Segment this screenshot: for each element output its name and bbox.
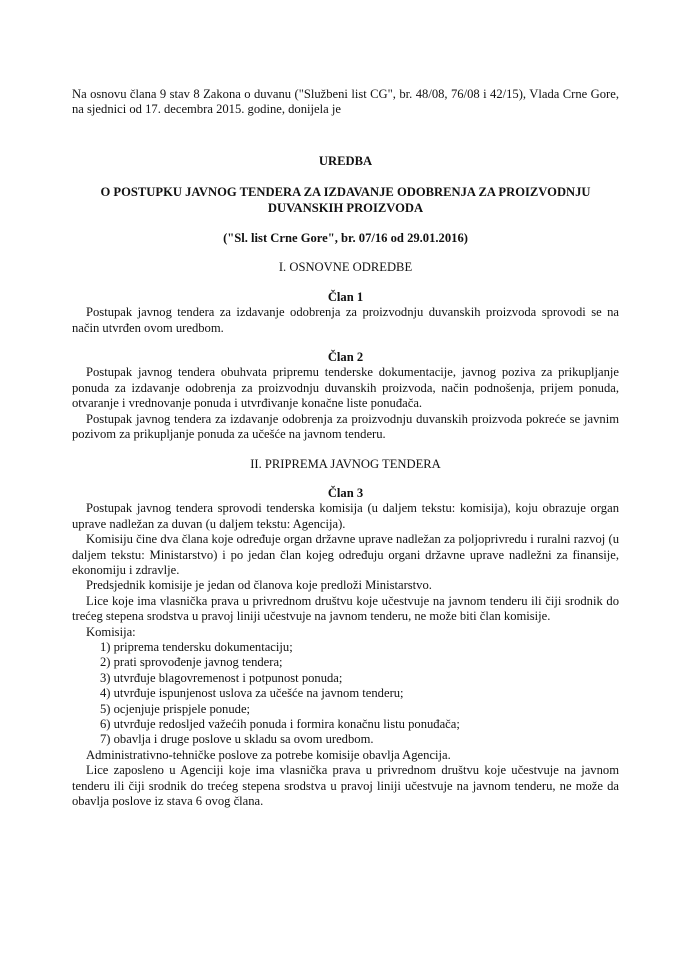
section-heading-2: II. PRIPREMA JAVNOG TENDERA — [250, 456, 441, 471]
article-1-paragraph-1: Postupak javnog tendera za izdavanje odobrenja za proizvodnju duvanskih proizvoda sprovodi se na način utvrđen ovom uredbom. — [72, 305, 619, 335]
list-item: 2) prati sprovođenje javnog tendera; — [100, 655, 283, 670]
list-item: 4) utvrđuje ispunjenost uslova za učešće na javnom tenderu; — [100, 686, 404, 701]
article-3-heading: Član 3 — [327, 485, 364, 500]
article-3-paragraph-6: Administrativno-tehničke poslove za potrebe komisije obavlja Agencija. — [86, 747, 451, 762]
article-3-paragraph-3: Predsjednik komisije je jedan od članova koje predloži Ministarstvo. — [86, 578, 432, 593]
list-item: 5) ocjenjuje prispjele ponude; — [100, 701, 251, 716]
article-3-paragraph-2: Komisiju čine dva člana koje određuje organ državne uprave nadležan za poljoprivredu i ruralni razvoj (u daljem tekstu: Ministarstvo) i po jedan član kojeg određuju organi državne uprave nadležni za finansije, ekonomiju i zdravlje. — [72, 532, 619, 577]
article-1-heading: Član 1 — [327, 289, 364, 304]
preamble: Na osnovu člana 9 stav 8 Zakona o duvanu ("Službeni list CG", br. 48/08, 76/08 i 42/15), Vlada Crne Gore, na sjednici od 17. decembra 2015. godine, donijela je — [72, 87, 619, 117]
article-2-paragraph-2: Postupak javnog tendera za izdavanje odobrenja za proizvodnju duvanskih proizvoda pokreće se javnim pozivom za prikupljanje ponuda za učešće na javnom tenderu. — [72, 411, 619, 442]
article-3-paragraph-7: Lice zaposleno u Agenciji koje ima vlasnička prava u privrednom društvu koje učestvuje na javnom tenderu ili čiji srodnik do trećeg stepena srodstva u pravoj liniji učestvuje na javnom tenderu, ne može da obavlja poslove iz stava 6 ovog člana. — [72, 763, 619, 809]
article-3-paragraph-5: Komisija: — [86, 624, 136, 639]
list-item: 6) utvrđuje redosljed važećih ponuda i formira konačnu listu ponuđača; — [100, 717, 460, 731]
article-3-paragraph-1: Postupak javnog tendera sprovodi tenderska komisija (u daljem tekstu: komisija), koju obrazuje organ uprave nadležan za duvan (u daljem tekstu: Agencija). — [72, 501, 619, 531]
article-2-heading: Član 2 — [327, 350, 364, 365]
document-title: UREDBA — [318, 153, 373, 168]
gazette-reference: ("Sl. list Crne Gore", br. 07/16 od 29.01.2016) — [223, 231, 468, 246]
section-heading-1: I. OSNOVNE ODREDBE — [278, 260, 413, 275]
article-3-paragraph-4: Lice koje ima vlasnička prava u privrednom društvu koje učestvuje na javnom tenderu ili čiji srodnik do trećeg stepena srodstva u pravoj liniji učestvuje na javnom tenderu, ne može biti član komisije. — [72, 593, 619, 624]
list-item: 1) priprema tendersku dokumentaciju; — [100, 639, 293, 654]
commission-duties-list — [72, 640, 619, 748]
list-item: 3) utvrđuje blagovremenost i potpunost ponuda; — [100, 670, 343, 685]
list-item: 7) obavlja i druge poslove u skladu sa ovom uredbom. — [100, 732, 374, 747]
article-2-paragraph-1: Postupak javnog tendera obuhvata pripremu tenderske dokumentacije, javnog poziva za prikupljanje ponuda za izdavanje odobrenja za proizvodnju duvanskih proizvoda, način podnošenja, prijem ponuda, otvaranje i vrednovanje ponuda i utvrđivanje konačne liste ponuđača. — [72, 365, 619, 411]
document-subtitle: O POSTUPKU JAVNOG TENDERA ZA IZDAVANJE ODOBRENJA ZA PROIZVODNJU DUVANSKIH PROIZVODA — [100, 185, 591, 215]
